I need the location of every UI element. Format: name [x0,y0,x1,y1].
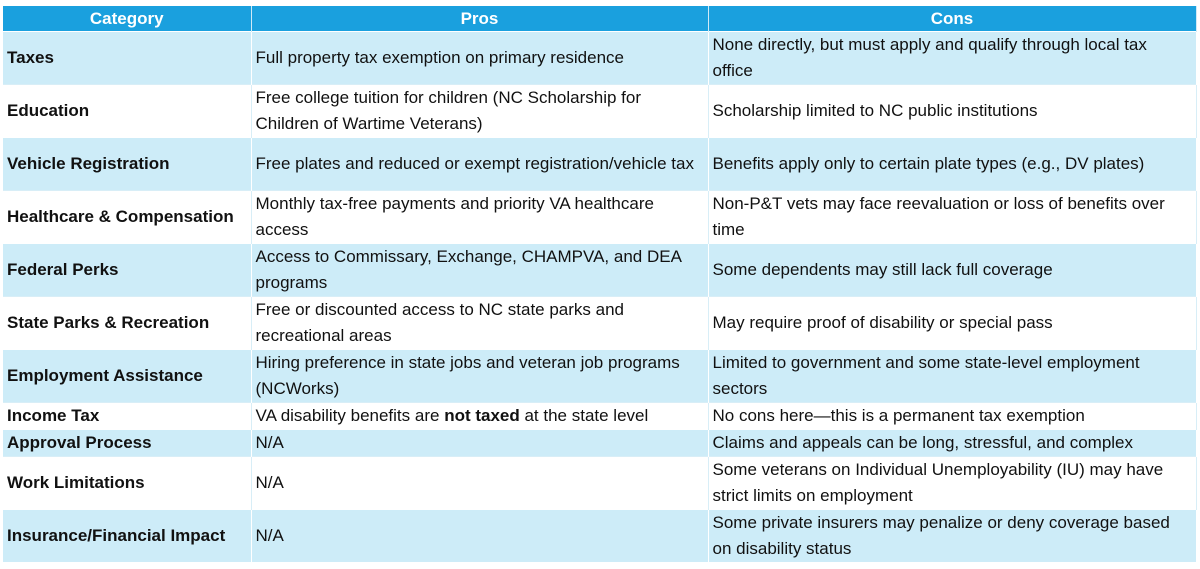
table-row [3,403,1196,430]
table-row [3,138,1196,191]
pros-cell[interactable]: Free plates and reduced or exempt registration/vehicle tax [251,138,708,191]
pros-cell[interactable]: Access to Commissary, Exchange, CHAMPVA, and DEA programs [251,244,708,297]
cons-cell[interactable]: No cons here—this is a permanent tax exemption [708,403,1196,430]
pros-text: VA disability benefits are [255,406,445,425]
cons-cell[interactable]: May require proof of disability or special pass [708,297,1196,350]
category-cell[interactable]: Vehicle Registration [3,138,251,191]
table-row [3,244,1196,297]
cons-cell[interactable]: None directly, but must apply and qualify through local tax office [708,32,1196,85]
category-cell[interactable]: Work Limitations [3,457,251,510]
cons-cell[interactable]: Some dependents may still lack full coverage [708,244,1196,297]
table-row [3,457,1196,510]
pros-cell[interactable]: Free or discounted access to NC state parks and recreational areas [251,297,708,350]
category-cell[interactable]: Healthcare & Compensation [3,191,251,244]
pros-text: at the state level [519,406,649,425]
pros-cell[interactable]: Free college tuition for children (NC Scholarship for Children of Wartime Veterans) [251,85,708,138]
pros-cell[interactable]: Hiring preference in state jobs and veteran job programs (NCWorks) [251,350,708,403]
table-row [3,32,1196,85]
category-cell[interactable]: Federal Perks [3,244,251,297]
cons-cell[interactable]: Non-P&T vets may face reevaluation or loss of benefits over time [708,191,1196,244]
pros-cell[interactable] [251,403,708,430]
header-row [3,6,1196,32]
table-row [3,350,1196,403]
table-row [3,510,1196,563]
category-cell[interactable]: Employment Assistance [3,350,251,403]
header-category[interactable]: Category [3,6,251,32]
table-row [3,85,1196,138]
cons-cell[interactable]: Scholarship limited to NC public institutions [708,85,1196,138]
category-cell[interactable]: Taxes [3,32,251,85]
pros-cell[interactable]: N/A [251,430,708,457]
pros-cell[interactable]: N/A [251,510,708,563]
pros-cell[interactable]: Full property tax exemption on primary residence [251,32,708,85]
category-cell[interactable]: State Parks & Recreation [3,297,251,350]
header-cons[interactable]: Cons [708,6,1196,32]
pros-emphasis: not taxed [444,406,520,425]
table-row [3,191,1196,244]
header-pros[interactable]: Pros [251,6,708,32]
pros-cell[interactable]: N/A [251,457,708,510]
cons-cell[interactable]: Claims and appeals can be long, stressful, and complex [708,430,1196,457]
cons-cell[interactable]: Limited to government and some state-level employment sectors [708,350,1196,403]
category-cell[interactable]: Education [3,85,251,138]
cons-cell[interactable]: Some veterans on Individual Unemployability (IU) may have strict limits on employment [708,457,1196,510]
benefits-table [3,6,1197,562]
pros-cell[interactable]: Monthly tax-free payments and priority VA healthcare access [251,191,708,244]
table-row [3,430,1196,457]
category-cell[interactable]: Income Tax [3,403,251,430]
cons-cell[interactable]: Some private insurers may penalize or deny coverage based on disability status [708,510,1196,563]
category-cell[interactable]: Insurance/Financial Impact [3,510,251,563]
cons-cell[interactable]: Benefits apply only to certain plate types (e.g., DV plates) [708,138,1196,191]
table-row [3,297,1196,350]
category-cell[interactable]: Approval Process [3,430,251,457]
